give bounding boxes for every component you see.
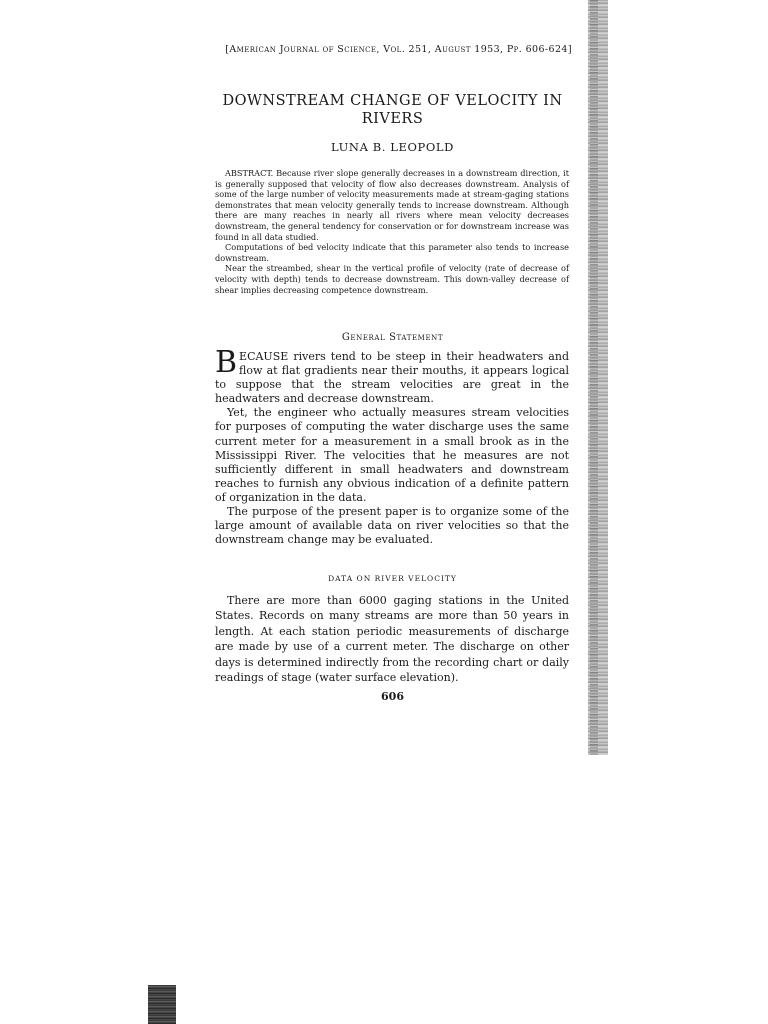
abstract-paragraph bbox=[215, 168, 569, 242]
page-number: 606 bbox=[381, 690, 404, 703]
body-paragraph-text: ECAUSE rivers tend to be steep in their headwaters and flow at flat gradients near their mouths, it appears logical to suppose that the stream velocities are great in the headwaters and decrease downstream. bbox=[215, 350, 569, 406]
body-paragraph bbox=[215, 345, 569, 406]
abstract-text: Because river slope generally decreases in a downstream direction, it is generally supposed that velocity of flow also decreases downstream. Analysis of some of the large number of velocity measurements made at stream-gaging stations demonstrates that mean velocity generally tends to increase downstream. Although there are many reaches in nearly all rivers where mean velocity decreases downstream, the general tendency for conservation or for downstream increase was found in all data studied. bbox=[215, 168, 569, 242]
section-heading-data-on-river-velocity: DATA ON RIVER VELOCITY bbox=[328, 574, 457, 583]
abstract-label: ABSTRACT. bbox=[225, 168, 274, 178]
section-heading-general-statement: General Statement bbox=[341, 332, 444, 343]
scan-edge-noise bbox=[590, 0, 598, 755]
drop-cap: B bbox=[215, 345, 238, 380]
abstract-paragraph: Computations of bed velocity indicate that this parameter also tends to increase downstream. bbox=[215, 242, 569, 263]
general-statement-body bbox=[215, 345, 569, 547]
journal-citation: [American Journal of Science, Vol. 251, August 1953, Pp. 606-624] bbox=[225, 44, 572, 55]
data-section-body bbox=[215, 593, 569, 685]
body-paragraph: Yet, the engineer who actually measures stream velocities for purposes of computing the water discharge uses the same current meter for a measurement in a small brook as in the Mississippi River. The velocities that he measures are not sufficiently different in small headwaters and downstream reaches to furnish any obvious indication of a definite pattern of organization in the data. bbox=[215, 406, 569, 504]
body-paragraph: There are more than 6000 gaging stations in the United States. Records on many streams are more than 50 years in length. At each station periodic measurements of discharge are made by use of a current meter. The discharge on other days is determined indirectly from the recording chart or daily readings of stage (water surface elevation). bbox=[215, 594, 569, 685]
scan-corner-shadow bbox=[148, 985, 176, 1024]
body-paragraph: The purpose of the present paper is to organize some of the large amount of available data on river velocities so that the downstream change may be evaluated. bbox=[215, 505, 569, 547]
abstract-paragraph: Near the streambed, shear in the vertical profile of velocity (rate of decrease of velocity with depth) tends to decrease downstream. This down-valley decrease of shear implies decreasing competence downstream. bbox=[215, 263, 569, 295]
article-title: DOWNSTREAM CHANGE OF VELOCITY IN RIVERS bbox=[222, 93, 563, 127]
article-author: LUNA B. LEOPOLD bbox=[331, 140, 454, 154]
abstract bbox=[215, 168, 569, 295]
